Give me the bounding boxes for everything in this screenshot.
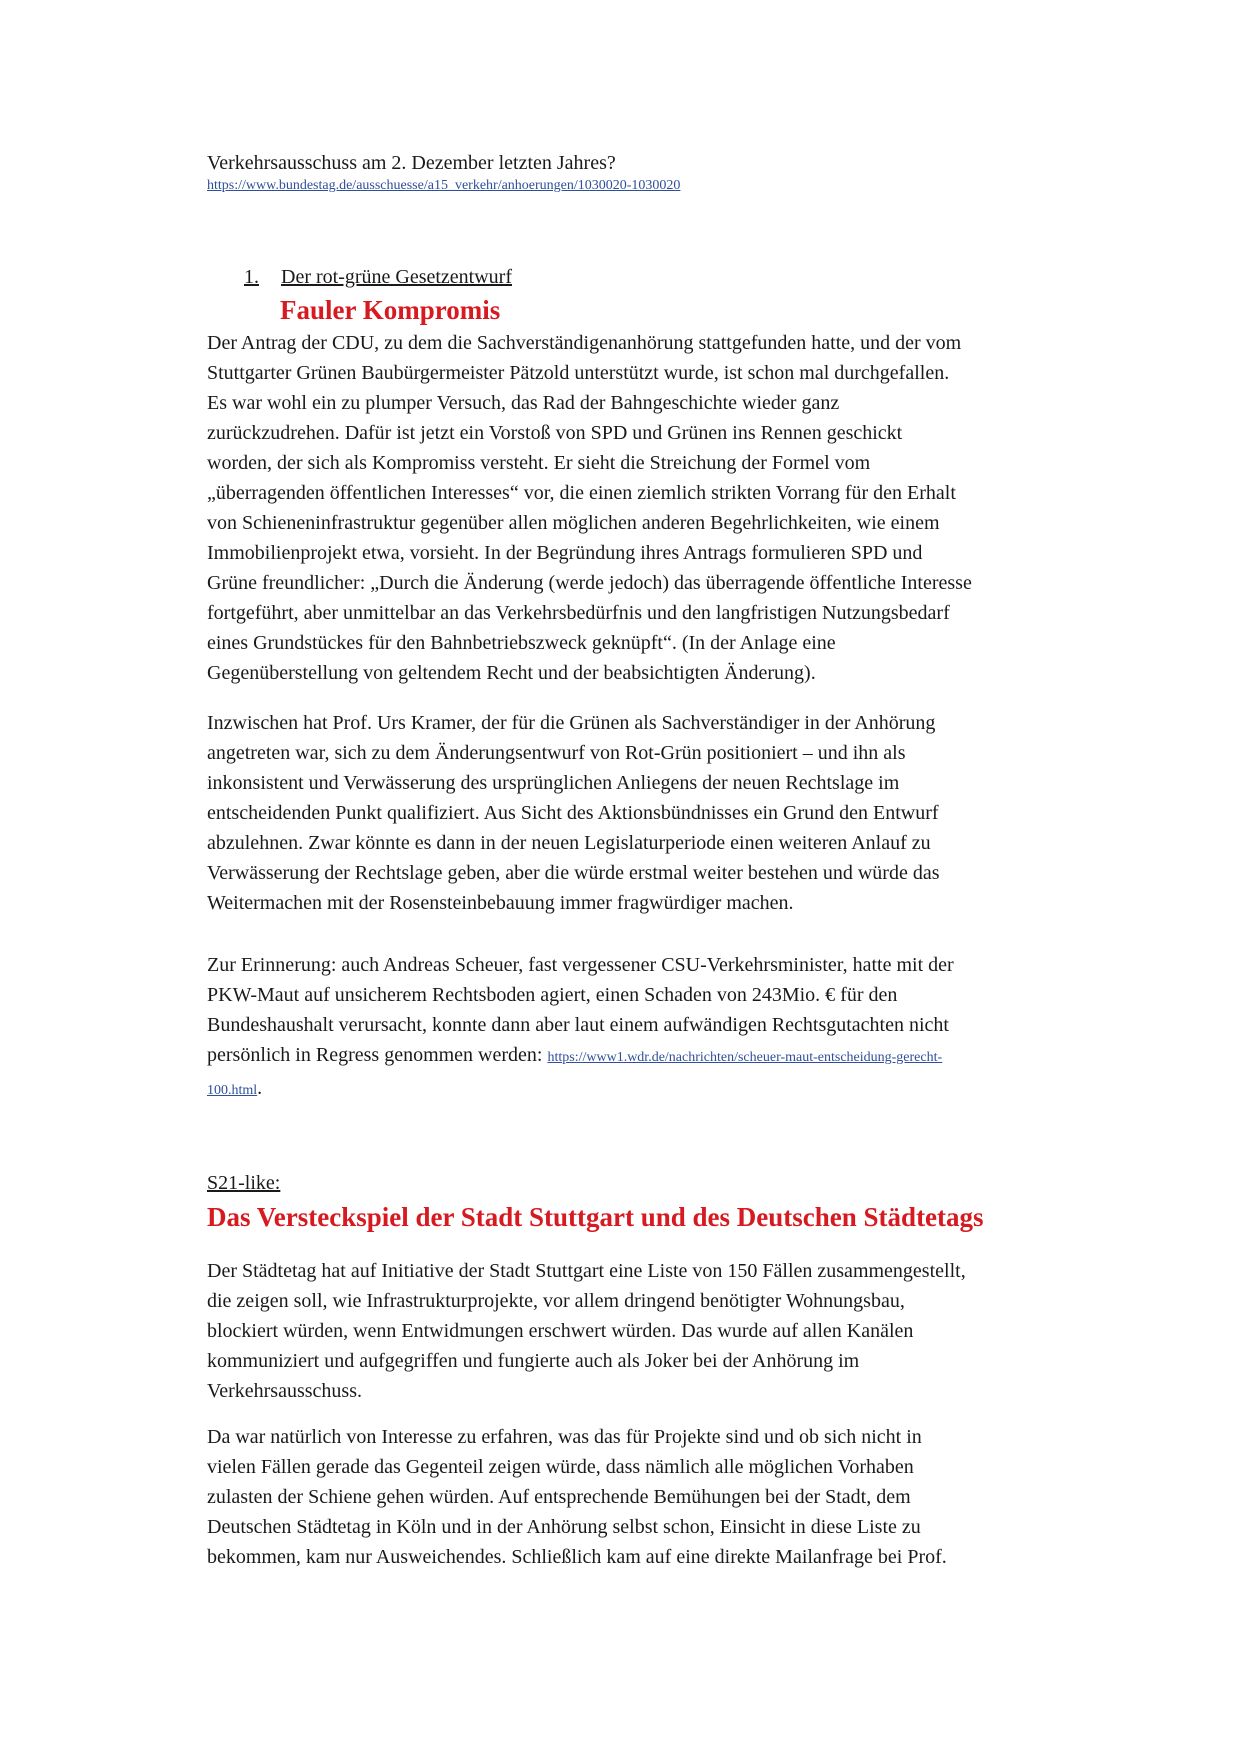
section1-numbered-heading [244,262,512,292]
text-line: Gegenüberstellung von geltendem Recht und der beabsichtigten Änderung). [207,662,816,684]
text-line: PKW-Maut auf unsicherem Rechtsboden agiert, einen Schaden von 243Mio. € für den [207,984,898,1006]
text-line: worden, der sich als Kompromiss versteht. Er sieht die Streichung der Formel vom [207,452,871,474]
text-line: kommuniziert und aufgegriffen und fungierte auch als Joker bei der Anhörung im [207,1350,860,1372]
wdr-link-continuation[interactable]: 100.html [207,1083,258,1098]
text-line: bekommen, kam nur Ausweichendes. Schließlich kam auf eine direkte Mailanfrage bei Prof. [207,1546,947,1568]
text-line [207,1040,1087,1073]
text-line: Grüne freundlicher: „Durch die Änderung (werde jedoch) das überragende öffentliche Interesse [207,572,972,594]
text-line [207,1073,1087,1106]
text-line: inkonsistent und Verwässerung des ursprünglichen Anliegens der neuen Rechtslage im [207,772,900,794]
text-line: Der Antrag der CDU, zu dem die Sachverständigenanhörung stattgefunden hatte, und der vom [207,332,962,354]
text-line: von Schieneninfrastruktur gegenüber allen möglichen anderen Begehrlichkeiten, wie einem [207,512,940,534]
text-line: „überragenden öffentlichen Interesses“ vor, die einen ziemlich strikten Vorrang für den Erhalt [207,482,956,504]
section1-paragraph-1 [207,328,1087,688]
bundestag-link[interactable]: https://www.bundestag.de/ausschuesse/a15_verkehr/anhoerungen/1030020-1030020 [207,178,681,193]
text-line: angetreten war, sich zu dem Änderungsentwurf von Rot-Grün positioniert – und ihn als [207,742,906,764]
section2-heading: Das Versteckspiel der Stadt Stuttgart und des Deutschen Städtetags [207,1202,984,1232]
text-line: Es war wohl ein zu plumper Versuch, das Rad der Bahngeschichte wieder ganz [207,392,840,414]
section2-paragraph-1 [207,1256,1087,1406]
text-line: vielen Fällen gerade das Gegenteil zeigen würde, dass nämlich alle möglichen Vorhaben [207,1456,914,1478]
text-line: Immobilienprojekt etwa, vorsieht. In der Begründung ihres Antrags formulieren SPD und [207,542,923,564]
text-line: zurückzudrehen. Dafür ist jetzt ein Vorstoß von SPD und Grünen ins Rennen geschickt [207,422,903,444]
text-line: fortgeführt, aber unmittelbar an das Verkehrsbedürfnis und den langfristigen Nutzungsbedarf [207,602,950,624]
text-line: die zeigen soll, wie Infrastrukturprojekte, vor allem dringend benötigter Wohnungsbau, [207,1290,905,1312]
text-fragment: . [257,1077,263,1099]
text-fragment: persönlich in Regress genommen werden: [207,1044,548,1066]
text-line: Da war natürlich von Interesse zu erfahren, was das für Projekte sind und ob sich nicht in [207,1426,922,1448]
text-line: zulasten der Schiene gehen würden. Auf entsprechende Bemühungen bei der Stadt, dem [207,1486,911,1508]
section1-paragraph-2 [207,708,1087,918]
wdr-link[interactable]: https://www1.wdr.de/nachrichten/scheuer-maut-entscheidung-gerecht- [547,1050,943,1065]
text-line: Deutschen Städtetag in Köln und in der Anhörung selbst schon, Einsicht in diese Liste zu [207,1516,921,1538]
text-line: eines Grundstückes für den Bahnbetriebszweck geknüpft“. (In der Anlage eine [207,632,836,654]
section2-label: S21-like: [207,1172,281,1194]
intro-question-text: Verkehrsausschuss am 2. Dezember letzten Jahres? [207,152,616,174]
text-line: blockiert würden, wenn Entwidmungen erschwert würden. Das wurde auf allen Kanälen [207,1320,914,1342]
text-line: Verkehrsausschuss. [207,1380,362,1402]
section1-title: Der rot-grüne Gesetzentwurf [281,266,513,288]
text-line: Der Städtetag hat auf Initiative der Stadt Stuttgart eine Liste von 150 Fällen zusammengestellt, [207,1260,966,1282]
section1-heading: Fauler Kompromis [280,295,501,325]
text-line: Weitermachen mit der Rosensteinbebauung immer fragwürdiger machen. [207,892,794,914]
text-line: Bundeshaushalt verursacht, konnte dann aber laut einem aufwändigen Rechtsgutachten nicht [207,1014,949,1036]
text-line: abzulehnen. Zwar könnte es dann in der neuen Legislaturperiode einen weiteren Anlauf zu [207,832,931,854]
text-line: entscheidenden Punkt qualifiziert. Aus Sicht des Aktionsbündnisses ein Grund den Entwurf [207,802,939,824]
text-line: Stuttgarter Grünen Baubürgermeister Pätzold unterstützt wurde, ist schon mal durchgefallen. [207,362,950,384]
section1-paragraph-3 [207,950,1087,1106]
section1-number: 1. [244,266,259,288]
text-line: Inzwischen hat Prof. Urs Kramer, der für die Grünen als Sachverständiger in der Anhörung [207,712,936,734]
text-line: Zur Erinnerung: auch Andreas Scheuer, fast vergessener CSU-Verkehrsminister, hatte mit der [207,954,954,976]
section2-paragraph-2 [207,1422,1087,1572]
text-line: Verwässerung der Rechtslage geben, aber die würde erstmal weiter bestehen und würde das [207,862,940,884]
